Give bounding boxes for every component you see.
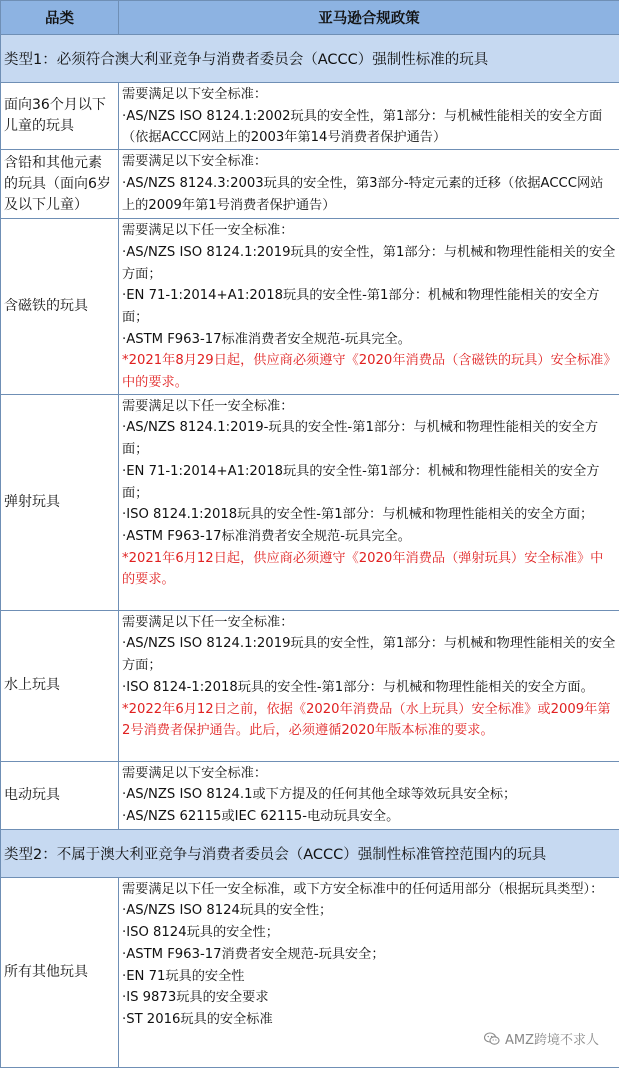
- category-cell: 水上玩具: [1, 610, 119, 761]
- header-category: 品类: [1, 1, 119, 35]
- standard-line: ·AS/NZS ISO 8124.1:2019玩具的安全性，第1部分：与机械和物理性能相关的安全方面；: [122, 633, 616, 676]
- standard-line: ·AS/NZS 8124.3:2003玩具的安全性，第3部分-特定元素的迁移（依据ACCC网站上的2009年第1号消费者保护通告）: [122, 173, 616, 216]
- standard-line: ·AS/NZS ISO 8124玩具的安全性；: [122, 900, 616, 922]
- section-title-type1: 类型1：必须符合澳大利亚竞争与消费者委员会（ACCC）强制性标准的玩具: [1, 35, 619, 83]
- category-cell: 面向36个月以下儿童的玩具: [1, 83, 119, 150]
- standard-line: ·AS/NZS ISO 8124.1:2019玩具的安全性，第1部分：与机械和物理性能相关的安全方面；: [122, 242, 616, 285]
- standard-line: ·ST 2016玩具的安全标准: [122, 1009, 616, 1031]
- standard-line: ·EN 71-1:2014+A1:2018玩具的安全性-第1部分：机械和物理性能相关的安全方面；: [122, 461, 616, 504]
- standard-line: 需要满足以下任一安全标准：: [122, 220, 616, 242]
- standard-line: ·AS/NZS 8124.1:2019-玩具的安全性-第1部分：与机械和物理性能相关的安全方面；: [122, 417, 616, 460]
- category-cell: 弹射玩具: [1, 394, 119, 610]
- standard-line: ·AS/NZS ISO 8124.1:2002玩具的安全性，第1部分：与机械性能相关的安全方面（依据ACCC网站上的2003年第14号消费者保护通告）: [122, 106, 616, 149]
- standard-line: ·AS/NZS 62115或IEC 62115-电动玩具安全。: [122, 806, 616, 828]
- standards-cell: [119, 610, 619, 761]
- table-row: [1, 761, 619, 829]
- header-policy: 亚马逊合规政策: [119, 1, 619, 35]
- table-row: [1, 150, 619, 219]
- header-row: [1, 1, 619, 35]
- category-cell: 含磁铁的玩具: [1, 219, 119, 395]
- standard-line: 需要满足以下任一安全标准：: [122, 396, 616, 418]
- standard-line: ·ASTM F963-17标准消费者安全规范-玩具完全。: [122, 329, 616, 351]
- section-title-type2: 类型2：不属于澳大利亚竞争与消费者委员会（ACCC）强制性标准管控范围内的玩具: [1, 829, 619, 877]
- standard-line: ·ISO 8124-1:2018玩具的安全性-第1部分：与机械和物理性能相关的安全方面。: [122, 677, 616, 699]
- table-row: [1, 394, 619, 610]
- category-cell: 含铅和其他元素的玩具（面向6岁及以下儿童）: [1, 150, 119, 219]
- section-row-type1: [1, 35, 619, 83]
- standard-line: 需要满足以下安全标准：: [122, 763, 616, 785]
- standards-cell: [119, 83, 619, 150]
- category-cell: 所有其他玩具: [1, 877, 119, 1067]
- standard-line: ·ASTM F963-17消费者安全规范-玩具安全；: [122, 944, 616, 966]
- deadline-note: *2021年6月12日起，供应商必须遵守《2020年消费品（弹射玩具）安全标准》中的要求。: [122, 548, 616, 591]
- table-row: [1, 219, 619, 395]
- standards-cell: [119, 150, 619, 219]
- standard-line: ·IS 9873玩具的安全要求: [122, 987, 616, 1009]
- standard-line: ·EN 71玩具的安全性: [122, 966, 616, 988]
- standard-line: 需要满足以下任一安全标准，或下方安全标准中的任何适用部分（根据玩具类型）：: [122, 879, 616, 901]
- deadline-note: *2021年8月29日起，供应商必须遵守《2020年消费品（含磁铁的玩具）安全标准》中的要求。: [122, 350, 616, 393]
- standard-line: 需要满足以下安全标准：: [122, 84, 616, 106]
- category-cell: 电动玩具: [1, 761, 119, 829]
- table-row: [1, 610, 619, 761]
- standards-cell: [119, 219, 619, 395]
- standard-line: ·AS/NZS ISO 8124.1或下方提及的任何其他全球等效玩具安全标；: [122, 784, 616, 806]
- standard-line: ·ISO 8124.1:2018玩具的安全性-第1部分：与机械和物理性能相关的安全方面；: [122, 504, 616, 526]
- watermark-text: AMZ跨境不求人: [505, 1029, 599, 1048]
- standard-line: ·EN 71-1:2014+A1:2018玩具的安全性-第1部分：机械和物理性能相关的安全方面；: [122, 285, 616, 328]
- standard-line: ·ISO 8124玩具的安全性；: [122, 922, 616, 944]
- watermark: [484, 1029, 599, 1048]
- standard-line: 需要满足以下任一安全标准：: [122, 612, 616, 634]
- standard-line: 需要满足以下安全标准：: [122, 151, 616, 173]
- standards-cell: [119, 761, 619, 829]
- standard-line: ·ASTM F963-17标准消费者安全规范-玩具完全。: [122, 526, 616, 548]
- table-row: [1, 83, 619, 150]
- standards-cell: [119, 394, 619, 610]
- wechat-icon: [484, 1032, 500, 1046]
- section-row-type2: [1, 829, 619, 877]
- deadline-note: *2022年6月12日之前，依据《2020年消费品（水上玩具）安全标准》或2009年第2号消费者保护通告。此后，必须遵循2020年版本标准的要求。: [122, 699, 616, 742]
